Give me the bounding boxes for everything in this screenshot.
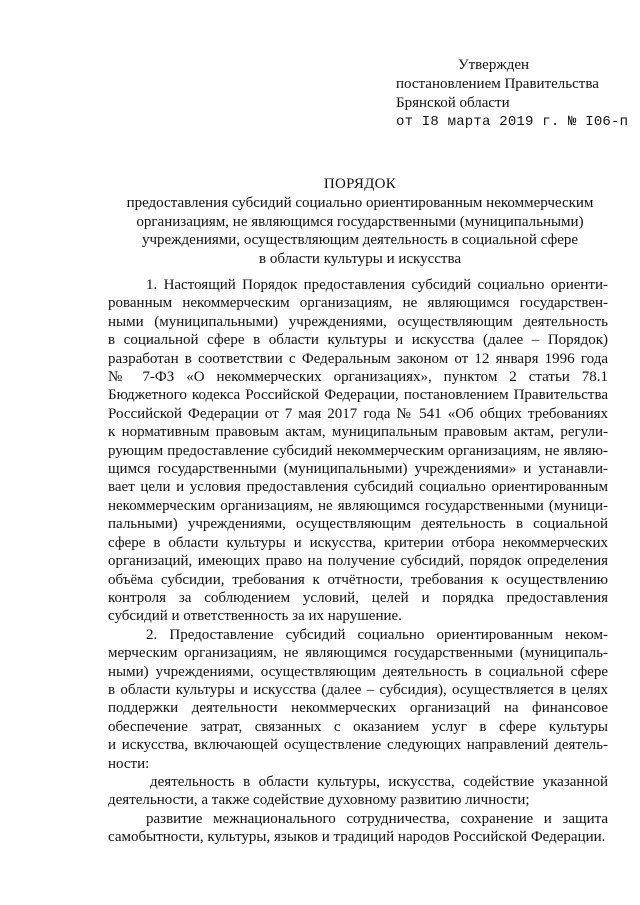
text-line: пальными) учреждениями, осуществляющим деятельность в социальной: [108, 516, 608, 533]
document-body: [108, 276, 608, 847]
paragraph-4: [108, 810, 608, 847]
text-line: деятельность в области культуры, искусства, содействие указанной: [150, 773, 608, 790]
subtitle-line: в области культуры и искусства: [258, 250, 462, 267]
text-line: в области культуры и искусства (далее – субсидия), осуществляется в целях: [108, 681, 608, 698]
text-line: сфере в области культуры и искусства, критерии отбора некоммерческих: [108, 534, 608, 551]
approval-date-number: от I8 марта 2019 г. № I06-п: [396, 114, 629, 130]
text-line: вает цели и условия предоставления субсидий социально ориентированным: [108, 479, 608, 496]
text-line: рованным некоммерческим организациям, не являющимся государствен-: [108, 295, 608, 312]
approval-block: [396, 56, 632, 132]
document-subtitle: [100, 194, 620, 268]
approval-line: постановлением Правительства: [396, 76, 599, 92]
text-line: мерческим организациям, не являющимся государственными (муниципаль-: [108, 645, 608, 662]
approval-line: Утвержден: [458, 57, 530, 73]
approval-line: Брянской области: [396, 95, 510, 111]
paragraph-3: [108, 773, 608, 810]
text-line: развитие межнационального сотрудничества, сохранение и защита: [146, 810, 608, 827]
text-line: рующим предоставление субсидий некоммерческим организациям, не являю-: [108, 442, 608, 459]
text-line: 1. Настоящий Порядок предоставления субсидий социально ориенти-: [146, 277, 608, 293]
text-line: контроля за соблюдением условий, целей и порядка предоставления: [108, 589, 608, 606]
text-line: обеспечение затрат, связанных с оказанием услуг в сфере культуры: [108, 718, 608, 735]
text-line: ности:: [108, 755, 150, 772]
subtitle-line: учреждениями, осуществляющим деятельность в социальной сфере: [141, 232, 579, 248]
text-line: деятельности, а также содействие духовному развитию личности;: [108, 792, 530, 809]
text-line: ными) учреждениями, осуществляющим деятельность в социальной сфере: [108, 663, 608, 680]
text-line: субсидий и ответственность за их нарушение.: [108, 608, 402, 625]
text-line: самобытности, культуры, языков и традиций народов Российской Федерации.: [108, 829, 606, 846]
text-line: поддержки деятельности некоммерческих организаций на финансовое: [108, 700, 608, 717]
text-line: № 7-ФЗ «О некоммерческих организациях», пунктом 2 статьи 78.1: [108, 369, 608, 386]
paragraph-1: [108, 276, 608, 626]
paragraph-2: [108, 626, 608, 773]
text-line: некоммерческим организациям, не являющимся государственными (муници-: [108, 497, 608, 514]
text-line: в социальной сфере в области культуры и искусства (далее – Порядок): [108, 332, 608, 349]
text-line: к нормативным правовым актам, муниципальным правовым актам, регули-: [108, 424, 608, 441]
text-line: Бюджетного кодекса Российской Федерации, постановлением Правительства: [108, 387, 608, 404]
text-line: и искусства, включающей осуществление следующих направлений деятель-: [108, 737, 608, 754]
text-line: щимся государственными (муниципальными) учреждениями» и устанавли-: [108, 461, 608, 478]
subtitle-line: организациям, не являющимся государственными (муниципальными): [136, 213, 584, 230]
subtitle-line: предоставления субсидий социально ориентированным некоммерческим: [126, 195, 594, 211]
text-line: Российской Федерации от 7 мая 2017 года № 541 «Об общих требованиях: [108, 405, 608, 422]
text-line: объёма субсидии, требования к отчётности, требования к осуществлению: [108, 571, 608, 588]
text-line: разработан в соответствии с Федеральным законом от 12 января 1996 года: [108, 350, 608, 367]
document-title: ПОРЯДОК: [323, 176, 397, 192]
text-line: 2. Предоставление субсидий социально ориентированным неком-: [146, 626, 608, 643]
text-line: организаций, имеющих право на получение субсидий, порядок определения: [108, 553, 608, 570]
text-line: ными (муниципальными) учреждениями, осуществляющим деятельность: [108, 313, 608, 330]
